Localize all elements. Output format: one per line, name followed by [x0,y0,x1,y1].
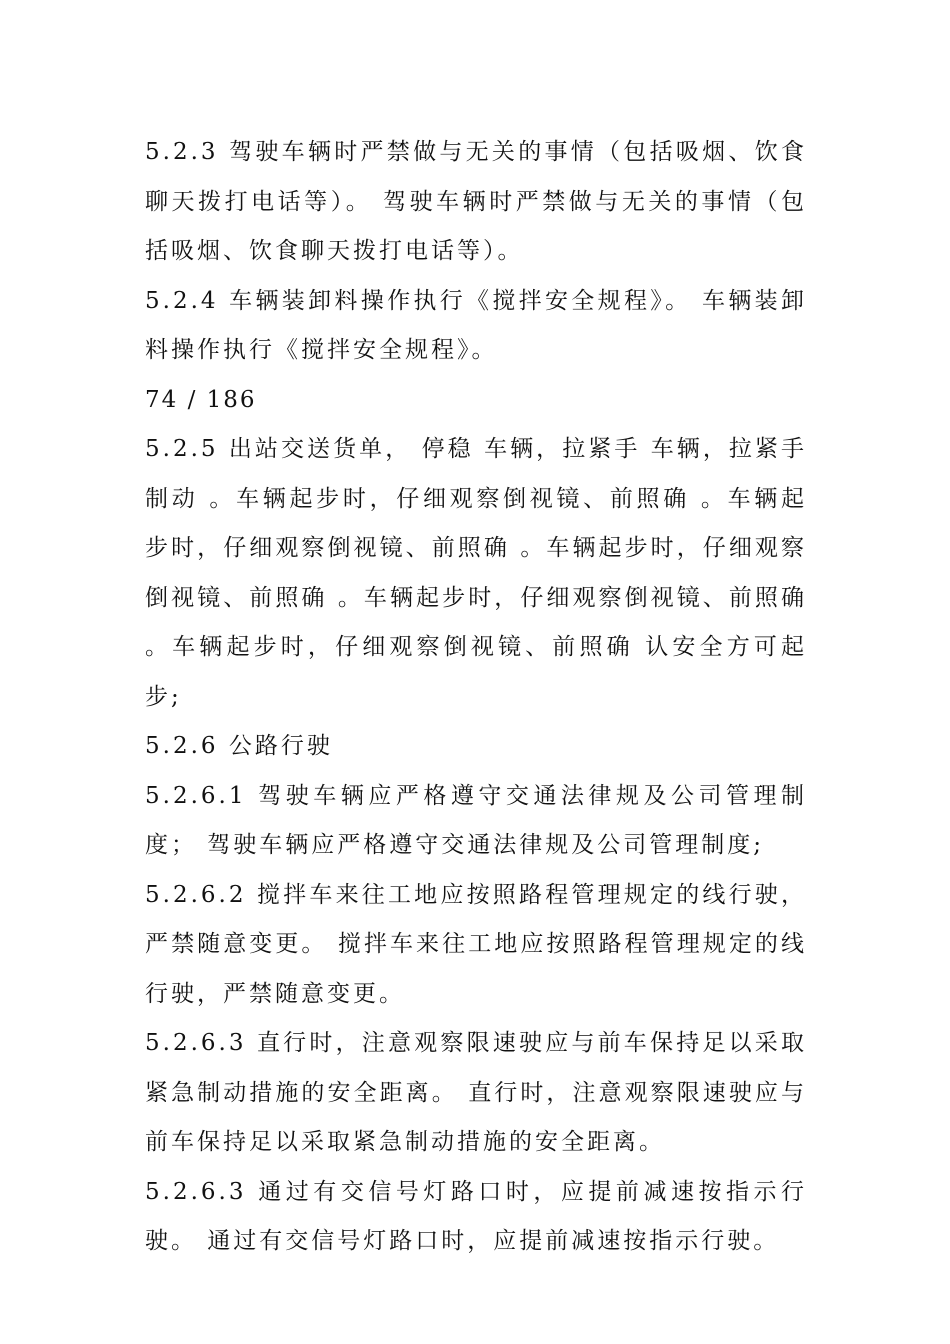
paragraph-5-2-6-1: 5.2.6.1 驾驶车辆应严格遵守交通法律规及公司管理制度； 驾驶车辆应严格遵守交通法律规及公司管理制度; [145,782,807,858]
paragraph-5-2-3: 5.2.3 驾驶车辆时严禁做与无关的事情（包括吸烟、饮食聊天拨打电话等）。 驾驶车辆时严禁做与无关的事情（包括吸烟、饮食聊天拨打电话等）。 [145,139,807,264]
paragraph-5-2-6-3-b: 5.2.6.3 通过有交信号灯路口时，应提前减速按指示行驶。 通过有交信号灯路口时，应提前减速按指示行驶。 [145,1178,807,1254]
document-page [145,128,807,1267]
paragraph-5-2-6-3-a: 5.2.6.3 直行时，注意观察限速驶应与前车保持足以采取紧急制动措施的安全距离。 直行时，注意观察限速驶应与前车保持足以采取紧急制动措施的安全距离。 [145,1030,807,1155]
paragraph-5-2-6-2: 5.2.6.2 搅拌车来往工地应按照路程管理规定的线行驶，严禁随意变更。 搅拌车来往工地应按照路程管理规定的线行驶，严禁随意变更。 [145,881,807,1007]
paragraph-5-2-5: 5.2.5 出站交送货单， 停稳 车辆，拉紧手 车辆，拉紧手 制动 。车辆起步时，仔细观察倒视镜、前照确 。车辆起步时，仔细观察倒视镜、前照确 。车辆起步时，仔细观察倒视镜、前照确 。车辆起步时，仔细观察倒视镜、前照确 。车辆起步时，仔细观察倒视镜、前照确 认安全方可起步; [145,436,807,710]
paragraph-5-2-4: 5.2.4 车辆装卸料操作执行《搅拌安全规程》。 车辆装卸料操作执行《搅拌安全规程》。 [145,287,807,363]
page-number: 74 / 186 [145,386,257,413]
paragraph-5-2-6: 5.2.6 公路行驶 [145,733,333,759]
